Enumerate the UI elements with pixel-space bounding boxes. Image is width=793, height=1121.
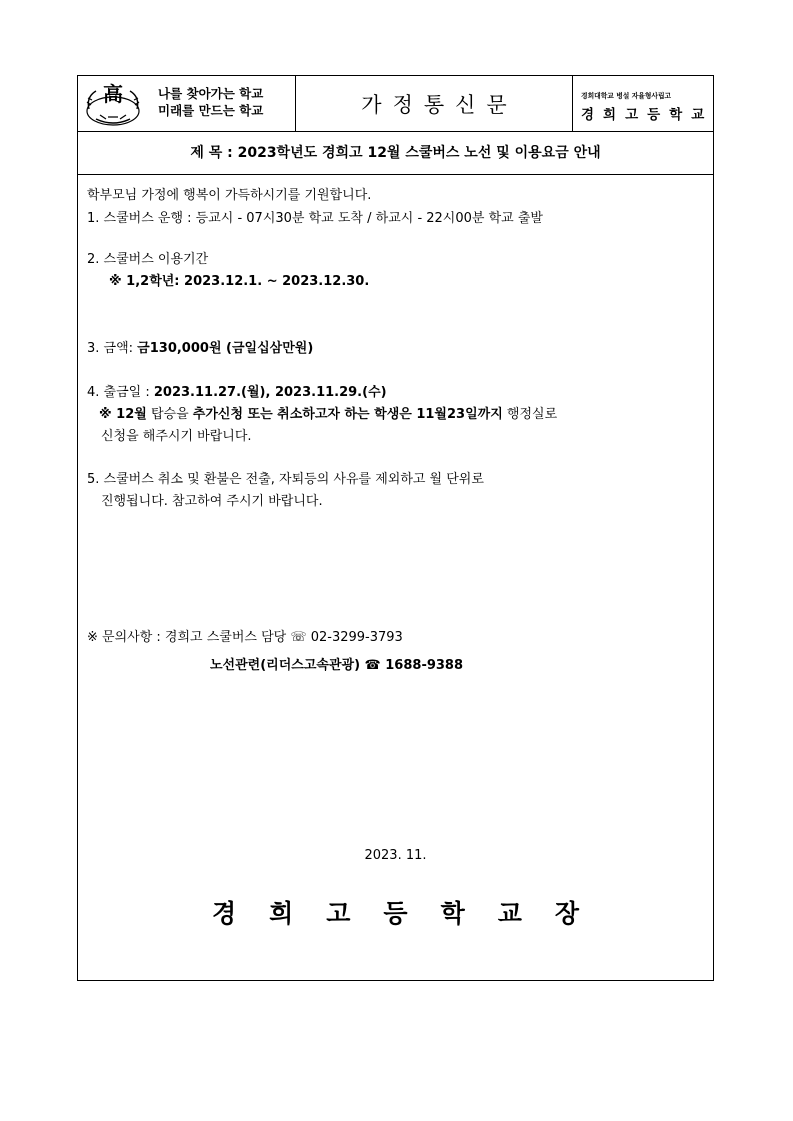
header-table (78, 76, 713, 132)
header-title-cell (296, 76, 573, 131)
item-5-line-1: 5. 스쿨버스 취소 및 환불은 전출, 자퇴등의 사유를 제외하고 월 단위로 (87, 472, 484, 487)
item-4-label: 4. 출금일 : (87, 385, 154, 400)
item-3-label: 3. 금액: (87, 341, 138, 356)
principal-signature: 경희고등학교장 (211, 899, 613, 928)
item-2-period: ※ 1,2학년: 2023.12.1. ~ 2023.12.30. (109, 274, 370, 289)
item-1-schedule: 1. 스쿨버스 운행 : 등교시 - 07시30분 학교 도착 / 하교시 - 22시00분 학교 출발 (87, 211, 543, 226)
item-4-note-month: ※ 12월 (99, 407, 147, 422)
item-4-note-deadline: 추가신청 또는 취소하고자 하는 학생은 11월23일까지 (192, 407, 503, 422)
svg-text:高: 高 (103, 82, 123, 106)
document-type-title: 가정통신문 (361, 93, 518, 117)
motto-line-2: 미래를 만드는 학교 (158, 103, 264, 118)
school-mottos (158, 85, 263, 119)
greeting: 학부모님 가정에 행복이 가득하시기를 기원합니다. (87, 188, 372, 203)
item-5-line-2: 진행됩니다. 참고하여 주시기 바랍니다. (101, 494, 323, 509)
school-name: 경희고등학교 (581, 107, 714, 123)
item-3-value: 금130,000원 (금일십삼만원) (137, 341, 314, 356)
contact-school: ※ 문의사항 : 경희고 스쿨버스 담당 ☏ 02-3299-3793 (87, 630, 403, 645)
contact-bus-company: 노선관련(리더스고속관광) ☎ 1688-9388 (210, 658, 464, 673)
item-4-note (87, 404, 557, 426)
item-4-dates: 2023.11.27.(월), 2023.11.29.(수) (153, 385, 387, 400)
item-3-amount (87, 338, 313, 360)
item-4-note-line-2: 신청을 해주시기 바랍니다. (101, 429, 252, 444)
header-motto-cell (78, 76, 296, 131)
item-2-title: 2. 스쿨버스 이용기간 (87, 252, 209, 267)
item-4-note-text: 탑승을 (146, 407, 193, 422)
notice-frame (77, 75, 714, 981)
school-emblem-icon (82, 79, 144, 129)
header-school-cell (573, 76, 713, 131)
item-4-withdrawal (87, 382, 387, 404)
issue-date: 2023. 11. (364, 848, 427, 863)
motto-line-1: 나를 찾아가는 학교 (158, 86, 264, 101)
subject-line: 제 목 : 2023학년도 경희고 12월 스쿨버스 노선 및 이용요금 안내 (78, 132, 713, 175)
school-subtitle: 경희대학교 병설 자율형사립고 (581, 92, 672, 100)
item-4-note-office: 행정실로 (502, 407, 558, 422)
